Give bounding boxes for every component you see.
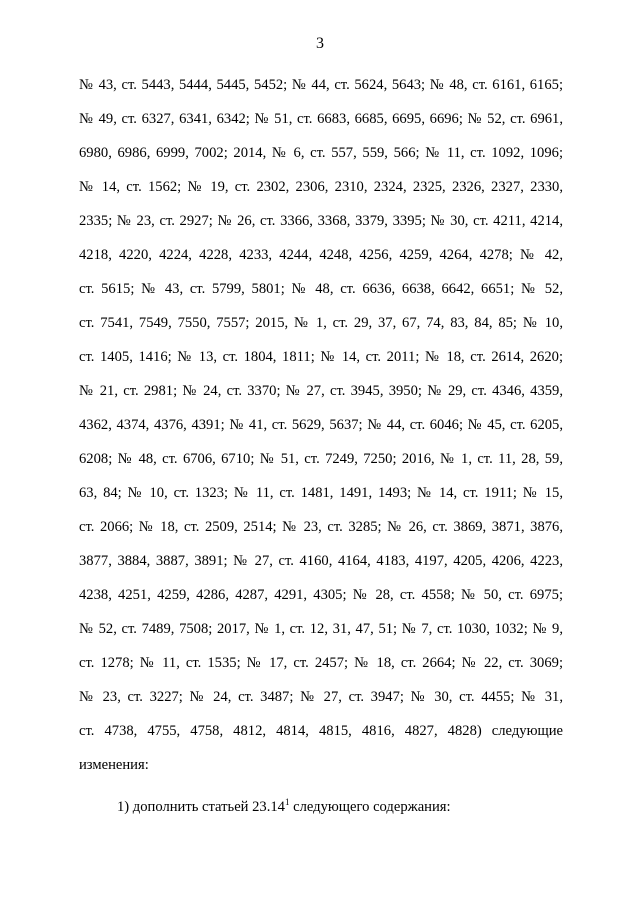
text-line: ст. 1278; № 11, ст. 1535; № 17, ст. 2457; № 18, ст. 2664; № 22, ст. 3069;: [79, 655, 563, 671]
body-text: [79, 71, 563, 785]
text-line: № 52, ст. 7489, 7508; 2017, № 1, ст. 12, 31, 47, 51; № 7, ст. 1030, 1032; № 9,: [79, 621, 563, 637]
text-line: № 43, ст. 5443, 5444, 5445, 5452; № 44, ст. 5624, 5643; № 48, ст. 6161, 6165;: [79, 77, 563, 93]
list-item-text: 1) дополнить статьей 23.14: [117, 799, 285, 815]
text-line: 4218, 4220, 4224, 4228, 4233, 4244, 4248, 4256, 4259, 4264, 4278; № 42,: [79, 247, 563, 263]
text-line: № 21, ст. 2981; № 24, ст. 3370; № 27, ст. 3945, 3950; № 29, ст. 4346, 4359,: [79, 383, 563, 399]
text-line: ст. 7541, 7549, 7550, 7557; 2015, № 1, ст. 29, 37, 67, 74, 83, 84, 85; № 10,: [79, 315, 563, 331]
text-line: 3877, 3884, 3887, 3891; № 27, ст. 4160, 4164, 4183, 4197, 4205, 4206, 4223,: [79, 553, 563, 569]
list-item-text-end: следующего содержания:: [289, 799, 451, 815]
text-line: 4362, 4374, 4376, 4391; № 41, ст. 5629, 5637; № 44, ст. 6046; № 45, ст. 6205,: [79, 417, 563, 433]
text-line: ст. 5615; № 43, ст. 5799, 5801; № 48, ст. 6636, 6638, 6642, 6651; № 52,: [79, 281, 563, 297]
text-line: ст. 4738, 4755, 4758, 4812, 4814, 4815, 4816, 4827, 4828) следующие: [79, 723, 563, 739]
text-line: 4238, 4251, 4259, 4286, 4287, 4291, 4305; № 28, ст. 4558; № 50, ст. 6975;: [79, 587, 563, 603]
text-line: ст. 2066; № 18, ст. 2509, 2514; № 23, ст. 3285; № 26, ст. 3869, 3871, 3876,: [79, 519, 563, 535]
page-number: 3: [316, 35, 324, 52]
text-line: изменения:: [79, 757, 149, 773]
text-line: 6980, 6986, 6999, 7002; 2014, № 6, ст. 557, 559, 566; № 11, ст. 1092, 1096;: [79, 145, 563, 161]
text-line: № 23, ст. 3227; № 24, ст. 3487; № 27, ст. 3947; № 30, ст. 4455; № 31,: [79, 689, 563, 705]
list-item: [117, 793, 451, 821]
text-line: № 49, ст. 6327, 6341, 6342; № 51, ст. 6683, 6685, 6695, 6696; № 52, ст. 6961,: [79, 111, 563, 127]
text-line: ст. 1405, 1416; № 13, ст. 1804, 1811; № 14, ст. 2011; № 18, ст. 2614, 2620;: [79, 349, 563, 365]
text-line: 2335; № 23, ст. 2927; № 26, ст. 3366, 3368, 3379, 3395; № 30, ст. 4211, 4214,: [79, 213, 563, 229]
text-line: № 14, ст. 1562; № 19, ст. 2302, 2306, 2310, 2324, 2325, 2326, 2327, 2330,: [79, 179, 563, 195]
superscript: 1: [284, 797, 290, 807]
text-line: 63, 84; № 10, ст. 1323; № 11, ст. 1481, 1491, 1493; № 14, ст. 1911; № 15,: [79, 485, 563, 501]
text-line: 6208; № 48, ст. 6706, 6710; № 51, ст. 7249, 7250; 2016, № 1, ст. 11, 28, 59,: [79, 451, 563, 467]
